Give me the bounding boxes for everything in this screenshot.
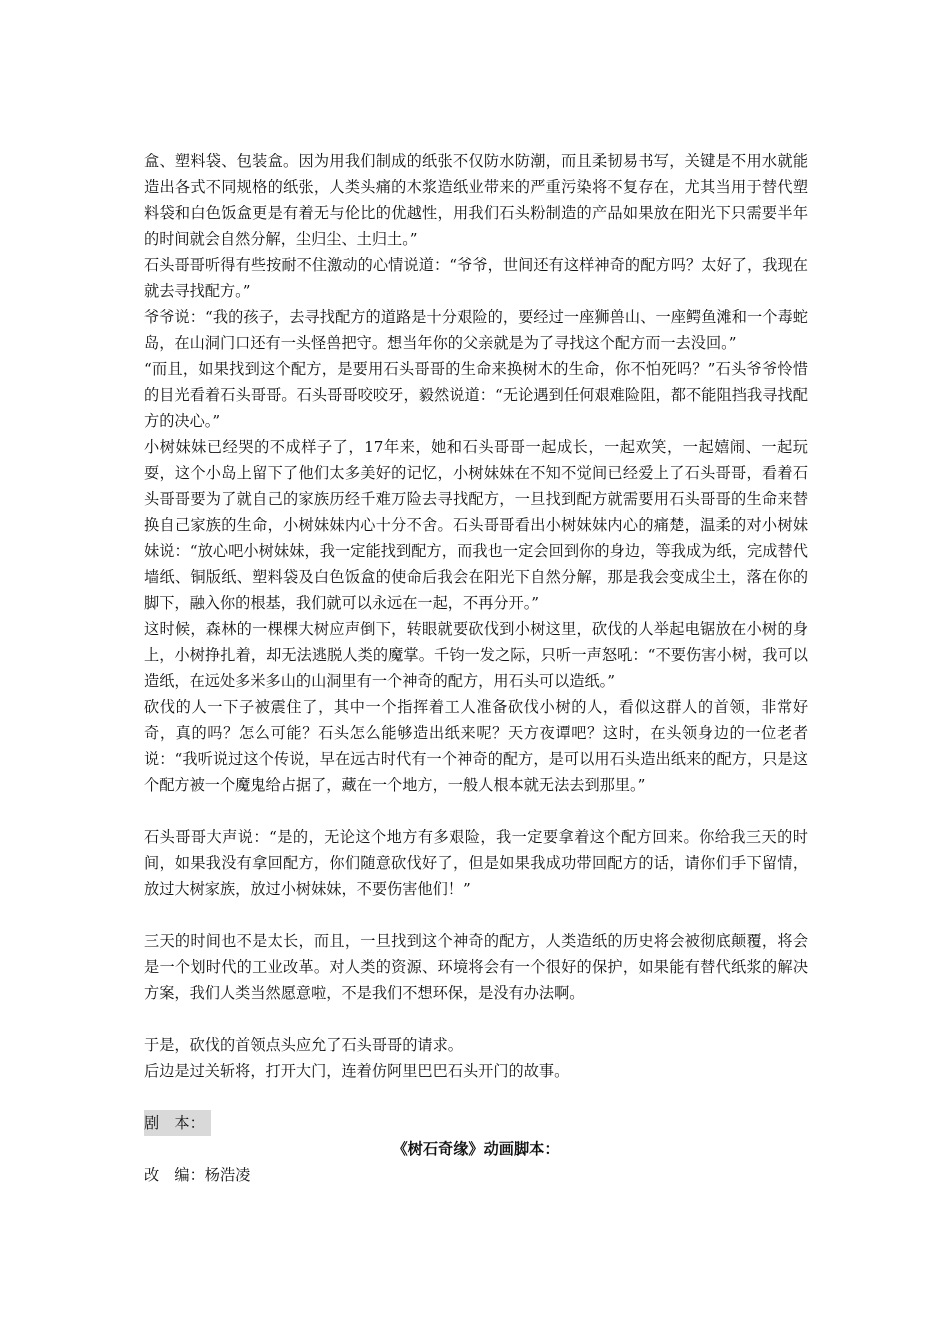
paragraph-11: 后边是过关斩将，打开大门，连着仿阿里巴巴石头开门的故事。 [144, 1062, 570, 1080]
paragraph-2: 石头哥哥听得有些按耐不住激动的心情说道：“爷爷，世间还有这样神奇的配方吗？太好了，我现在就去寻找配方。” [144, 256, 808, 300]
paragraph-8: 石头哥哥大声说：“是的，无论这个地方有多艰险，我一定要拿着这个配方回来。你给我三天的时间，如果我没有拿回配方，你们随意砍伐好了，但是如果我成功带回配方的话，请你们手下留情，放过大树家族，放过小树妹妹，不要伤害他们！” [144, 828, 808, 898]
paragraph-3: 爷爷说：“我的孩子，去寻找配方的道路是十分艰险的，要经过一座狮兽山、一座鳄鱼滩和一个毒蛇岛，在山洞门口还有一头怪兽把守。想当年你的父亲就是为了寻找这个配方而一去没回。” [144, 308, 808, 352]
paragraph-gap [144, 1006, 808, 1032]
paragraph-gap [144, 798, 808, 824]
paragraph-4: “而且，如果找到这个配方，是要用石头哥哥的生命来换树木的生命，你不怕死吗？”石头爷爷怜惜的目光看着石头哥哥。石头哥哥咬咬牙，毅然说道：“无论遇到任何艰难险阻，都不能阻挡我寻找配方的决心。” [144, 360, 808, 430]
adapter-line: 改 编：杨浩凌 [144, 1166, 251, 1184]
script-title: 《树石奇缘》动画脚本： [392, 1140, 560, 1158]
paragraph-6: 这时候，森林的一棵棵大树应声倒下，转眼就要砍伐到小树这里，砍伐的人举起电锯放在小树的身上，小树挣扎着，却无法逃脱人类的魔掌。千钧一发之际，只听一声怒吼：“不要伤害小树，我可以造纸，在远处多米多山的山洞里有一个神奇的配方，用石头可以造纸。” [144, 620, 808, 690]
document-page [144, 148, 808, 1188]
paragraph-7: 砍伐的人一下子被震住了，其中一个指挥着工人准备砍伐小树的人，看似这群人的首领，非常好奇，真的吗？怎么可能？石头怎么能够造出纸来呢？天方夜谭吧？这时，在头领身边的一位老者说：“我听说过这个传说，早在远古时代有一个神奇的配方，是可以用石头造出纸来的配方，只是这个配方被一个魔鬼给占据了，藏在一个地方，一般人根本就无法去到那里。” [144, 698, 808, 794]
script-label-line [144, 1110, 808, 1136]
paragraph-gap [144, 1084, 808, 1110]
script-label: 剧 本： [144, 1110, 211, 1136]
paragraph-5: 小树妹妹已经哭的不成样子了，17年来，她和石头哥哥一起成长，一起欢笑，一起嬉闹、一起玩耍，这个小岛上留下了他们太多美好的记忆，小树妹妹在不知不觉间已经爱上了石头哥哥，看着石头哥哥要为了就自己的家族历经千难万险去寻找配方，一旦找到配方就需要用石头哥哥的生命来替换自己家族的生命，小树妹妹内心十分不舍。石头哥哥看出小树妹妹内心的痛楚，温柔的对小树妹妹说：“放心吧小树妹妹，我一定能找到配方，而我也一定会回到你的身边，等我成为纸，完成替代墙纸、铜版纸、塑料袋及白色饭盒的使命后我会在阳光下自然分解，那是我会变成尘土，落在你的脚下，融入你的根基，我们就可以永远在一起，不再分开。” [144, 438, 808, 612]
paragraph-1: 盒、塑料袋、包装盒。因为用我们制成的纸张不仅防水防潮，而且柔韧易书写，关键是不用水就能造出各式不同规格的纸张，人类头痛的木浆造纸业带来的严重污染将不复存在，尤其当用于替代塑料袋和白色饭盒更是有着无与伦比的优越性，用我们石头粉制造的产品如果放在阳光下只需要半年的时间就会自然分解，尘归尘、土归土。” [144, 152, 808, 248]
paragraph-9: 三天的时间也不是太长，而且，一旦找到这个神奇的配方，人类造纸的历史将会被彻底颠覆，将会是一个划时代的工业改革。对人类的资源、环境将会有一个很好的保护，如果能有替代纸浆的解决方案，我们人类当然愿意啦，不是我们不想环保，是没有办法啊。 [144, 932, 808, 1002]
paragraph-10: 于是，砍伐的首领点头应允了石头哥哥的请求。 [144, 1036, 463, 1054]
paragraph-gap [144, 902, 808, 928]
